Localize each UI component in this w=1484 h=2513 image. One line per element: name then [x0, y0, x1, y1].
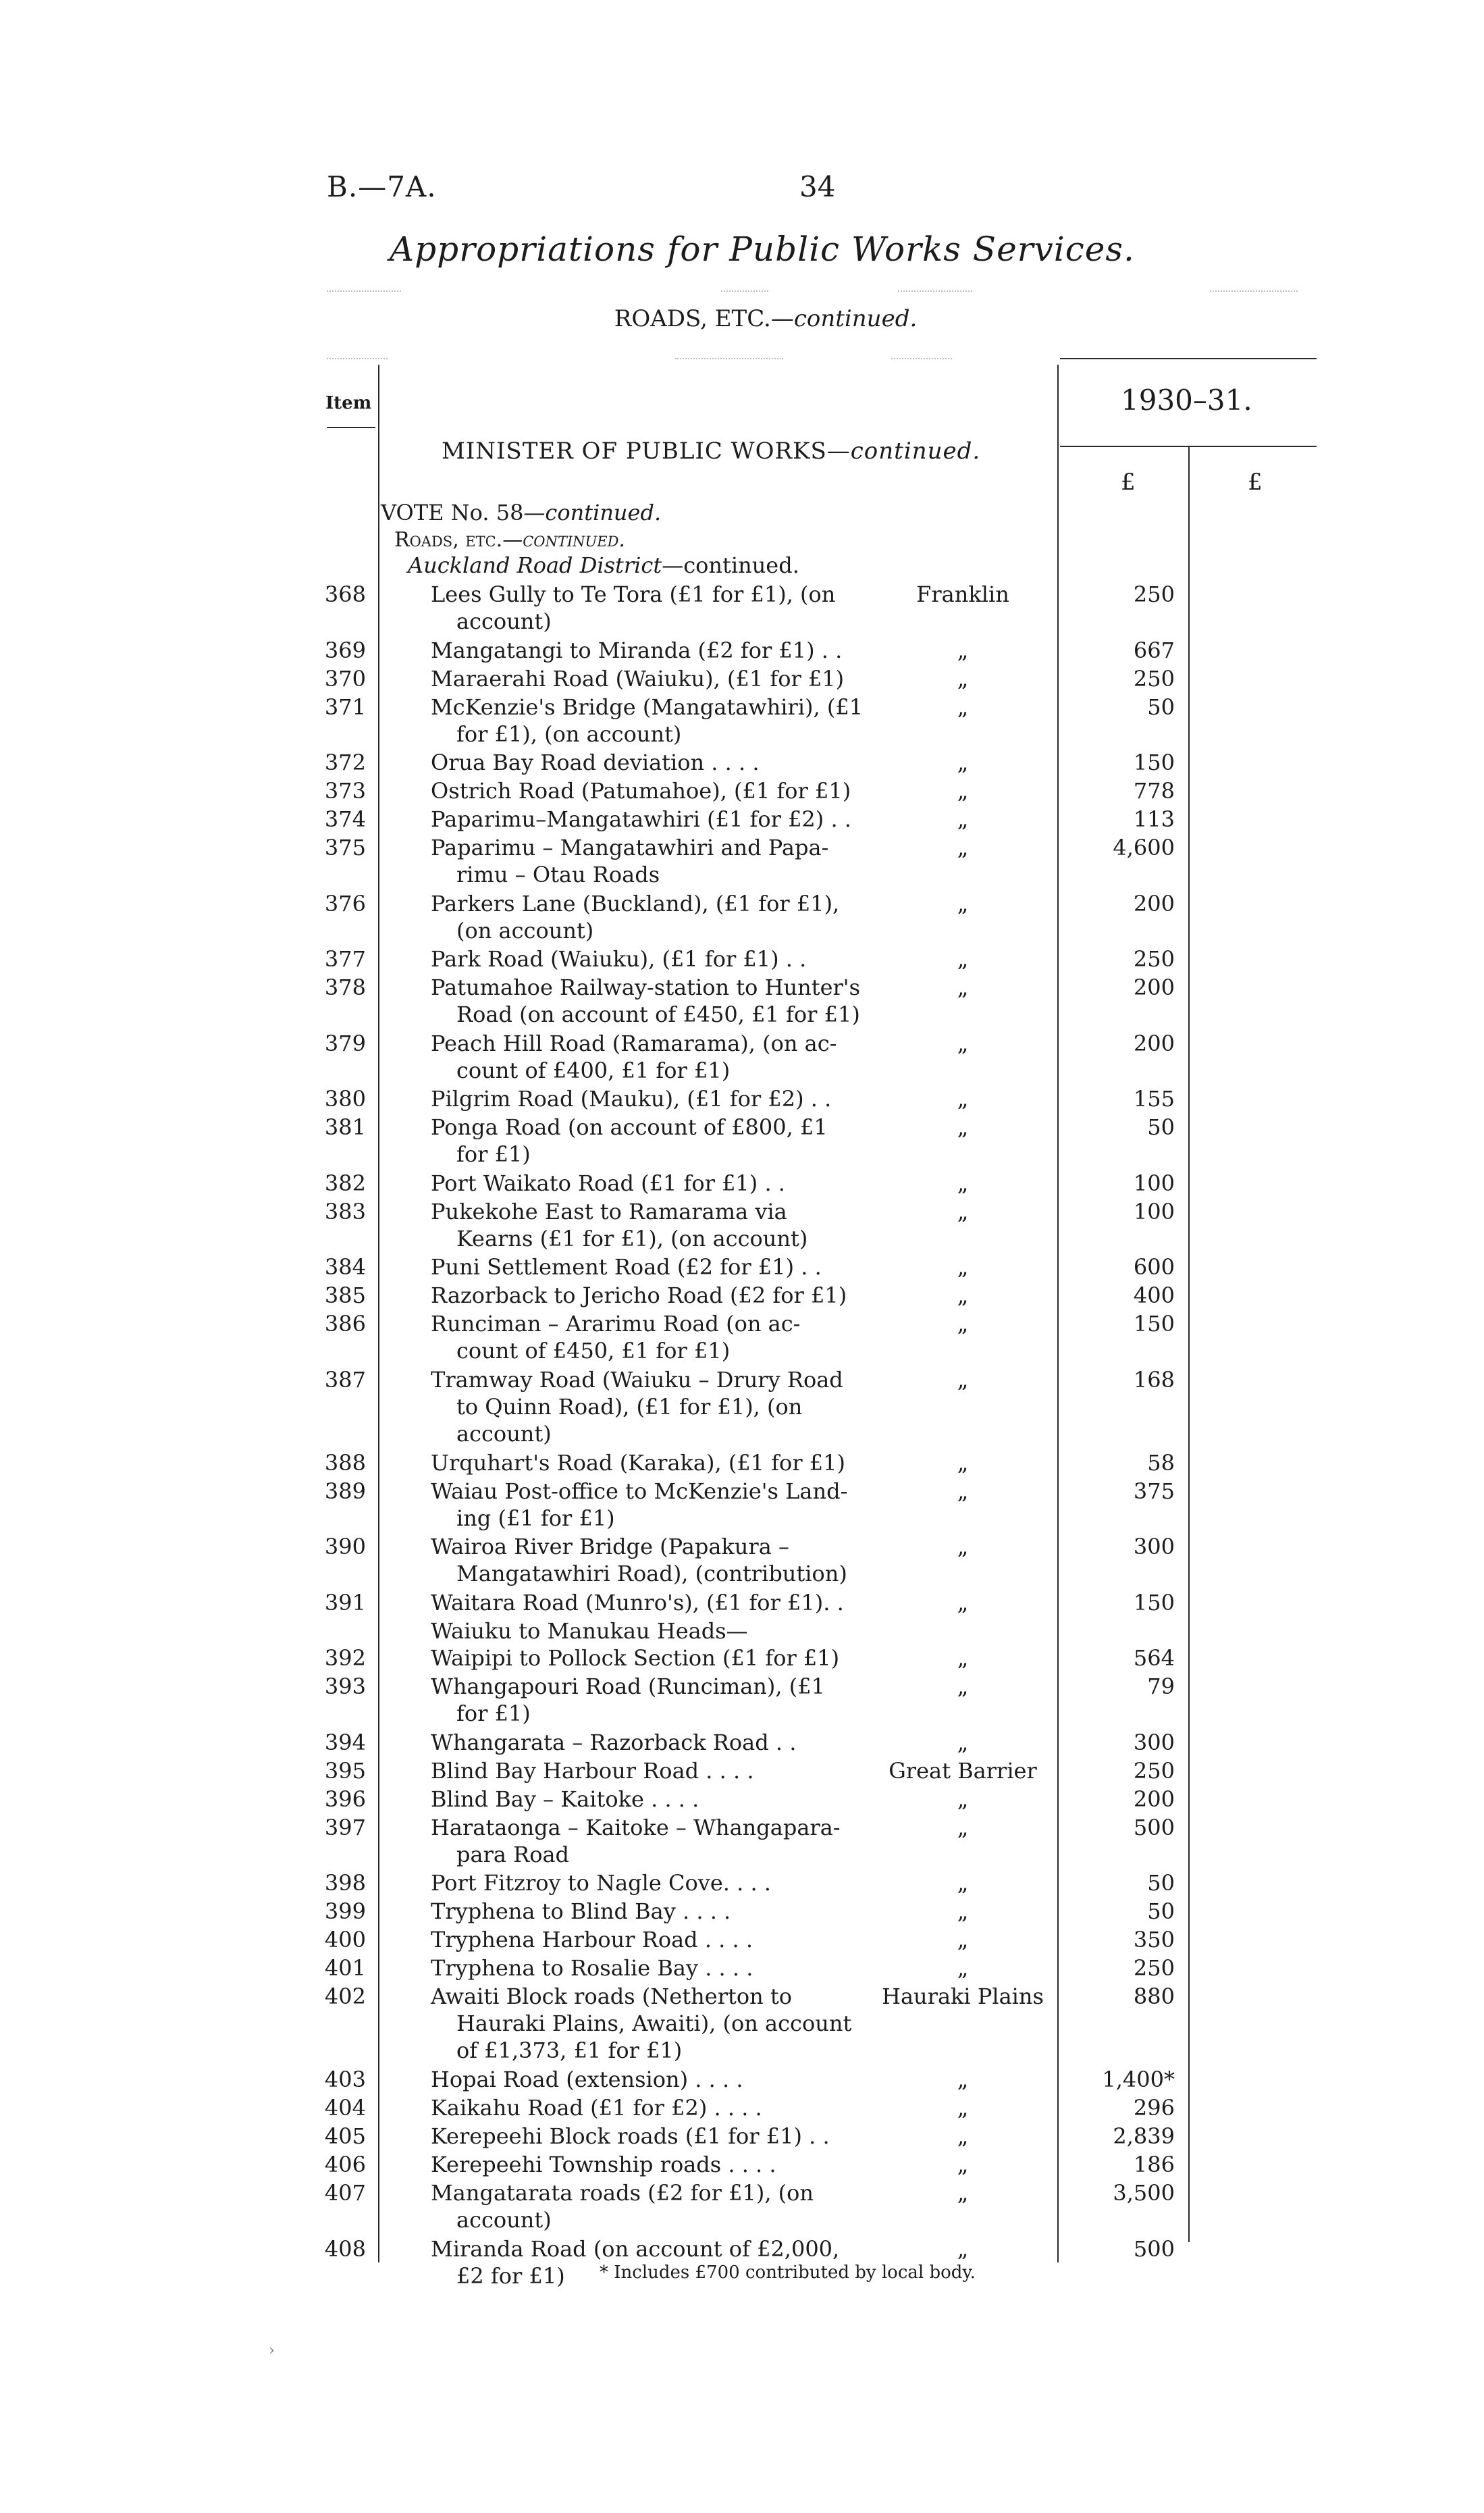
item-description — [431, 1449, 863, 1476]
description-line: Awaiti Block roads (Netherton to — [431, 1984, 793, 2009]
faint-rule — [891, 358, 952, 359]
electoral-district: „ — [957, 1645, 969, 1671]
amount: 400 — [1133, 1283, 1175, 1308]
item-number: 403 — [324, 2067, 366, 2092]
description-line: Park Road (Waiuku), (£1 for £1) . . — [431, 946, 807, 972]
description-line: Kerepeehi Township roads . . . . — [431, 2152, 776, 2177]
item-description — [431, 1366, 863, 1447]
item-number: 388 — [324, 1449, 366, 1476]
description-line: account) — [456, 1420, 552, 1447]
description-line: ing (£1 for £1) — [456, 1505, 615, 1531]
amount: 100 — [1133, 1198, 1175, 1224]
electoral-district: „ — [957, 1955, 969, 1981]
amount: 600 — [1133, 1254, 1175, 1280]
electoral-district: „ — [957, 1114, 969, 1140]
description-line: Paparimu–Mangatawhiri (£1 for £2) . . — [431, 806, 851, 832]
faint-rule — [898, 290, 972, 292]
item-description — [431, 1954, 863, 1981]
item-description — [431, 1310, 863, 1364]
district-heading — [408, 552, 799, 578]
header-rule — [1060, 358, 1317, 359]
item-number: 396 — [324, 1786, 366, 1812]
electoral-district: „ — [957, 1870, 969, 1896]
page-number: 34 — [799, 170, 836, 203]
item-number: 397 — [324, 1814, 366, 1840]
electoral-district: „ — [957, 1729, 969, 1755]
vote-text: VOTE No. 58 — [381, 500, 524, 525]
description-line: Orua Bay Road deviation . . . . — [431, 750, 760, 775]
description-line: count of £450, £1 for £1) — [456, 1338, 731, 1364]
item-number: 404 — [324, 2095, 366, 2121]
footnote: * Includes £700 contributed by local body. — [600, 2262, 976, 2283]
electoral-district: „ — [957, 1898, 969, 1924]
description-line: Blind Bay – Kaitoke . . . . — [431, 1786, 699, 1812]
amount: 58 — [1147, 1449, 1175, 1476]
item-description — [431, 1170, 863, 1197]
item-number: 405 — [324, 2123, 366, 2149]
item-description — [431, 974, 863, 1028]
amount: 3,500 — [1113, 2180, 1175, 2206]
description-line: Parkers Lane (Buckland), (£1 for £1), — [431, 890, 840, 916]
electoral-district: „ — [957, 1198, 969, 1224]
description-line: Kaikahu Road (£1 for £2) . . . . — [431, 2095, 762, 2121]
description-line: for £1), (on account) — [456, 721, 682, 747]
item-number: 380 — [324, 1086, 366, 1112]
electoral-district: „ — [957, 1534, 969, 1559]
item-description — [431, 1983, 863, 2064]
item-description — [431, 1533, 863, 1587]
description-line: Whangarata – Razorback Road . . — [431, 1729, 797, 1755]
amount-divider-line — [1188, 446, 1190, 2242]
amount: 2,839 — [1113, 2123, 1175, 2149]
description-line: of £1,373, £1 for £1) — [456, 2038, 683, 2063]
item-description — [431, 777, 863, 804]
amount: 200 — [1133, 975, 1175, 1000]
description-line: Tryphena to Rosalie Bay . . . . — [431, 1955, 753, 1981]
minister-heading — [442, 438, 980, 465]
item-description — [431, 1869, 863, 1896]
electoral-district: „ — [957, 2180, 969, 2206]
item-number: 389 — [324, 1478, 366, 1504]
electoral-district: „ — [957, 1814, 969, 1840]
amount: 50 — [1147, 1898, 1175, 1924]
description-line: Mangatarata roads (£2 for £1), (on — [431, 2180, 814, 2206]
item-number: 398 — [324, 1870, 366, 1896]
description-line: Pilgrim Road (Mauku), (£1 for £2) . . — [431, 1086, 832, 1112]
description-line: Mangatawhiri Road), (contribution) — [456, 1561, 847, 1586]
roads-heading — [394, 528, 625, 552]
amount: 150 — [1133, 750, 1175, 775]
item-header-rule — [327, 427, 375, 428]
amount: 79 — [1147, 1674, 1175, 1699]
amount: 250 — [1133, 581, 1175, 607]
amount: 168 — [1133, 1366, 1175, 1393]
description-line: Runciman – Ararimu Road (on ac- — [431, 1311, 801, 1337]
item-description — [431, 2094, 863, 2121]
item-number: 391 — [324, 1589, 366, 1615]
description-line: Port Waikato Road (£1 for £1) . . — [431, 1170, 785, 1196]
item-number: 377 — [324, 946, 366, 972]
electoral-district: „ — [957, 2067, 969, 2092]
item-number: 381 — [324, 1114, 366, 1140]
description-line: Tryphena Harbour Road . . . . — [431, 1927, 753, 1952]
electoral-district: Great Barrier — [889, 1757, 1037, 1784]
item-number: 371 — [324, 694, 366, 720]
minister-suffix: —continued. — [826, 438, 981, 465]
amount: 300 — [1133, 1729, 1175, 1755]
amount: 150 — [1133, 1311, 1175, 1337]
amount: 150 — [1133, 1589, 1175, 1615]
amount: 50 — [1147, 1870, 1175, 1896]
faint-rule — [721, 290, 768, 292]
amount: 200 — [1133, 1030, 1175, 1056]
item-description — [431, 2179, 863, 2233]
item-number: 402 — [324, 1984, 366, 2009]
subtitle-text: ROADS, ETC. — [614, 305, 771, 332]
amount: 50 — [1147, 1114, 1175, 1140]
amount: 113 — [1133, 806, 1175, 832]
electoral-district: „ — [957, 1927, 969, 1952]
description-line: Waipipi to Pollock Section (£1 for £1) — [431, 1645, 840, 1671]
amount: 500 — [1133, 1814, 1175, 1840]
amount: 50 — [1147, 694, 1175, 720]
electoral-district: „ — [957, 946, 969, 972]
description-line: Harataonga – Kaitoke – Whangapara- — [431, 1814, 841, 1840]
item-number: 369 — [324, 637, 366, 663]
section-subtitle — [0, 305, 1484, 332]
minister-text: MINISTER OF PUBLIC WORKS — [442, 438, 827, 465]
item-description — [431, 890, 863, 944]
subheading-waiuku: Waiuku to Manukau Heads— — [431, 1617, 748, 1644]
description-line: Road (on account of £450, £1 for £1) — [456, 1002, 860, 1027]
item-number: 384 — [324, 1254, 366, 1280]
description-line: Wairoa River Bridge (Papakura – — [431, 1534, 789, 1559]
amount: 4,600 — [1113, 835, 1175, 860]
electoral-district: „ — [957, 975, 969, 1000]
amount: 250 — [1133, 946, 1175, 972]
electoral-district: „ — [957, 1449, 969, 1476]
item-description — [431, 1085, 863, 1112]
faint-rule — [327, 290, 401, 292]
electoral-district: Franklin — [916, 581, 1009, 607]
item-description — [431, 1589, 863, 1616]
description-line: Whangapouri Road (Runciman), (£1 — [431, 1674, 825, 1699]
item-description — [431, 2123, 863, 2150]
item-number: 370 — [324, 665, 366, 692]
description-line: Ostrich Road (Patumahoe), (£1 for £1) — [431, 778, 851, 804]
description-line: Peach Hill Road (Ramarama), (on ac- — [431, 1030, 837, 1056]
amount: 200 — [1133, 890, 1175, 916]
electoral-district: „ — [957, 1283, 969, 1308]
item-number: 382 — [324, 1170, 366, 1196]
description-line: Pukekohe East to Ramarama via — [431, 1198, 787, 1224]
item-description — [431, 1030, 863, 1084]
item-description — [431, 2066, 863, 2093]
description-line: for £1) — [456, 1701, 531, 1726]
item-number: 383 — [324, 1198, 366, 1224]
amount: 778 — [1133, 778, 1175, 804]
item-description — [431, 1114, 863, 1168]
amount: 500 — [1133, 2235, 1175, 2262]
description-line: Port Fitzroy to Nagle Cove. . . . — [431, 1870, 771, 1896]
description-line: Hopai Road (extension) . . . . — [431, 2067, 743, 2092]
description-line: Kerepeehi Block roads (£1 for £1) . . — [431, 2123, 830, 2149]
description-line: McKenzie's Bridge (Mangatawhiri), (£1 — [431, 694, 864, 720]
description-line: Ponga Road (on account of £800, £1 — [431, 1114, 828, 1140]
item-number: 401 — [324, 1955, 366, 1981]
description-line: (on account) — [456, 917, 594, 943]
item-number: 372 — [324, 750, 366, 775]
district-divider-line — [1057, 365, 1059, 2262]
roads-suffix: —continued. — [502, 528, 625, 552]
item-description — [431, 1814, 863, 1868]
amount: 350 — [1133, 1927, 1175, 1952]
pound-column-header: £ — [1248, 469, 1263, 496]
amount: 1,400* — [1102, 2067, 1175, 2092]
item-description — [431, 665, 863, 692]
electoral-district: „ — [957, 665, 969, 692]
amount: 880 — [1133, 1984, 1175, 2009]
corner-mark: › — [269, 2342, 275, 2359]
description-line: Razorback to Jericho Road (£2 for £1) — [431, 1283, 847, 1308]
item-description — [431, 834, 863, 888]
item-number: 393 — [324, 1674, 366, 1699]
electoral-district: „ — [957, 1311, 969, 1337]
description-line: account) — [456, 608, 552, 634]
year-column-header: 1930–31. — [1121, 384, 1252, 417]
item-description — [431, 1478, 863, 1532]
item-description — [431, 1729, 863, 1756]
electoral-district: „ — [957, 890, 969, 916]
item-description — [431, 806, 863, 833]
item-number: 400 — [324, 1927, 366, 1952]
description-line: Paparimu – Mangatawhiri and Papa- — [431, 835, 829, 860]
amount: 375 — [1133, 1478, 1175, 1504]
description-line: to Quinn Road), (£1 for £1), (on — [456, 1393, 803, 1420]
item-number: 394 — [324, 1729, 366, 1755]
item-number: 406 — [324, 2152, 366, 2177]
electoral-district: „ — [957, 2152, 969, 2177]
item-number: 373 — [324, 778, 366, 804]
description-line: Kearns (£1 for £1), (on account) — [456, 1225, 808, 1251]
item-description — [431, 1757, 863, 1784]
item-number: 387 — [324, 1366, 366, 1393]
item-number: 376 — [324, 890, 366, 916]
item-number: 395 — [324, 1757, 366, 1784]
document-id: B.—7A. — [327, 170, 437, 203]
subtitle-suffix: —continued. — [770, 305, 918, 332]
item-description — [431, 1786, 863, 1813]
item-description — [431, 1198, 863, 1252]
electoral-district: „ — [957, 1589, 969, 1615]
item-number: 374 — [324, 806, 366, 832]
electoral-district: „ — [957, 835, 969, 860]
pound-column-header: £ — [1121, 469, 1136, 496]
amount: 250 — [1133, 1757, 1175, 1784]
description-line: £2 for £1) — [456, 2262, 565, 2289]
electoral-district: „ — [957, 1030, 969, 1056]
faint-rule — [675, 358, 783, 359]
amount: 564 — [1133, 1645, 1175, 1671]
amount: 296 — [1133, 2095, 1175, 2121]
vote-heading — [381, 500, 661, 525]
description-line: Miranda Road (on account of £2,000, — [431, 2235, 840, 2262]
electoral-district: „ — [957, 2095, 969, 2121]
description-line: Hauraki Plains, Awaiti), (on account — [456, 2011, 852, 2036]
description-line: Waitara Road (Munro's), (£1 for £1). . — [431, 1589, 844, 1615]
amount: 186 — [1133, 2152, 1175, 2177]
item-number: 368 — [324, 581, 366, 607]
description-line: Tramway Road (Waiuku – Drury Road — [431, 1366, 843, 1393]
item-number: 386 — [324, 1311, 366, 1337]
electoral-district: „ — [957, 1366, 969, 1393]
district-suffix: —continued. — [662, 552, 799, 578]
description-line: rimu – Otau Roads — [456, 862, 660, 887]
description-line: count of £400, £1 for £1) — [456, 1057, 731, 1083]
vote-suffix: —continued. — [523, 500, 662, 525]
item-description — [431, 1282, 863, 1309]
item-number: 385 — [324, 1283, 366, 1308]
electoral-district: „ — [957, 778, 969, 804]
electoral-district: „ — [957, 750, 969, 775]
amount: 155 — [1133, 1086, 1175, 1112]
item-number: 399 — [324, 1898, 366, 1924]
description-line: Urquhart's Road (Karaka), (£1 for £1) — [431, 1449, 845, 1476]
description-line: para Road — [456, 1841, 570, 1867]
electoral-district: „ — [957, 637, 969, 663]
electoral-district: „ — [957, 1170, 969, 1196]
item-number: 408 — [324, 2235, 366, 2262]
description-line: for £1) — [456, 1141, 531, 1167]
item-description — [431, 637, 863, 664]
item-description — [431, 1253, 863, 1280]
item-number: 378 — [324, 975, 366, 1000]
item-column-header: Item — [325, 393, 372, 413]
item-divider-line — [378, 365, 379, 2262]
amount: 250 — [1133, 1955, 1175, 1981]
electoral-district: „ — [957, 1086, 969, 1112]
electoral-district: „ — [957, 1254, 969, 1280]
description-line: account) — [456, 2207, 552, 2233]
electoral-district: „ — [957, 1674, 969, 1699]
faint-rule — [1210, 290, 1298, 292]
description-line: Maraerahi Road (Waiuku), (£1 for £1) — [431, 665, 845, 692]
item-number: 375 — [324, 835, 366, 860]
electoral-district: „ — [957, 2123, 969, 2149]
item-description — [431, 945, 863, 973]
electoral-district: „ — [957, 806, 969, 832]
description-line: Lees Gully to Te Tora (£1 for £1), (on — [431, 581, 836, 607]
item-description — [431, 2151, 863, 2178]
faint-rule — [327, 358, 388, 359]
item-number: 379 — [324, 1030, 366, 1056]
amount: 250 — [1133, 665, 1175, 692]
item-description — [431, 1898, 863, 1925]
description-line: Tryphena to Blind Bay . . . . — [431, 1898, 731, 1924]
page-title: Appropriations for Public Works Services. — [390, 230, 1135, 269]
electoral-district: „ — [957, 1478, 969, 1504]
item-description — [431, 1673, 863, 1727]
item-description — [431, 694, 863, 748]
electoral-district: „ — [957, 2235, 969, 2262]
item-number: 407 — [324, 2180, 366, 2206]
description-line: Blind Bay Harbour Road . . . . — [431, 1757, 754, 1784]
description-line: Patumahoe Railway-station to Hunter's — [431, 975, 861, 1000]
amount: 200 — [1133, 1786, 1175, 1812]
item-description — [431, 1926, 863, 1953]
electoral-district: „ — [957, 1786, 969, 1812]
item-number: 390 — [324, 1534, 366, 1559]
description-line: Mangatangi to Miranda (£2 for £1) . . — [431, 637, 843, 663]
description-line: Waiau Post-office to McKenzie's Land- — [431, 1478, 848, 1504]
roads-text: Roads, etc. — [394, 528, 503, 552]
amount: 300 — [1133, 1534, 1175, 1559]
description-line: Puni Settlement Road (£2 for £1) . . — [431, 1254, 822, 1280]
electoral-district: „ — [957, 694, 969, 720]
item-number: 392 — [324, 1645, 366, 1671]
item-description — [431, 749, 863, 776]
item-description — [431, 1644, 863, 1672]
amount: 667 — [1133, 637, 1175, 663]
item-description — [431, 581, 863, 635]
district-text: Auckland Road District — [408, 552, 662, 578]
electoral-district: Hauraki Plains — [882, 1984, 1044, 2009]
amount: 100 — [1133, 1170, 1175, 1196]
